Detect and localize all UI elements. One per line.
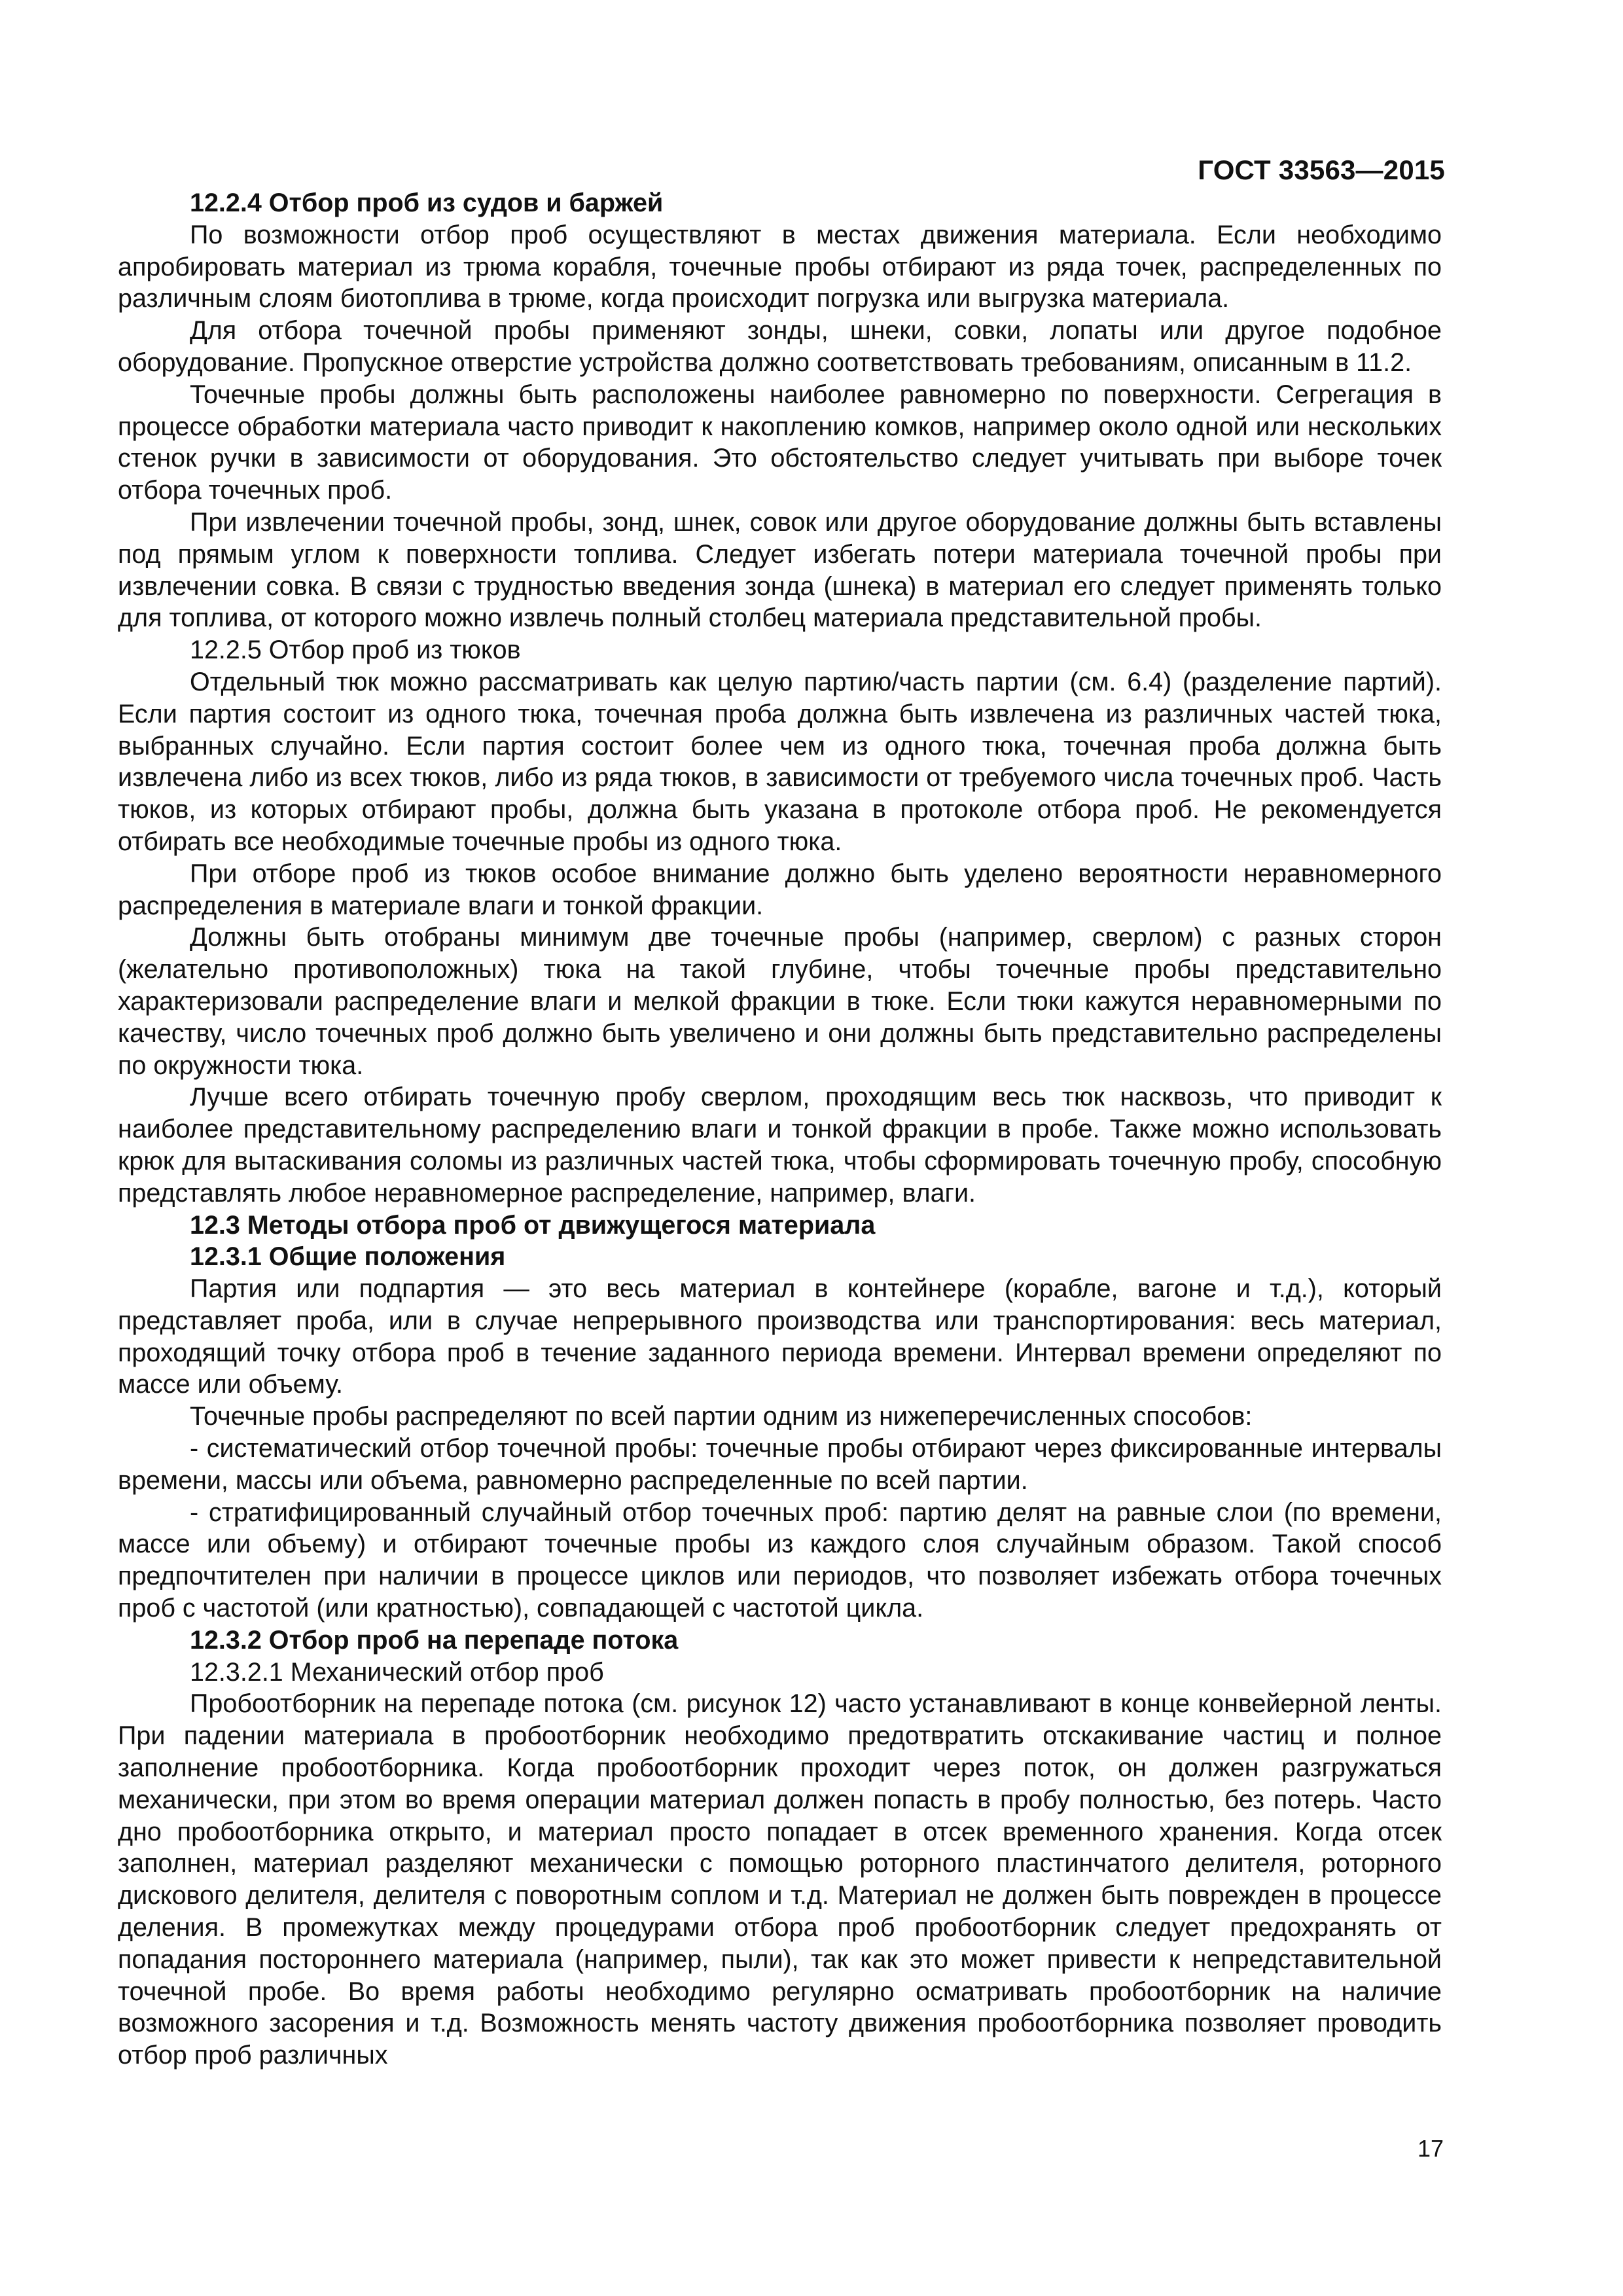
body-paragraph: 12.3.2.1 Механический отбор проб — [190, 1657, 604, 1687]
body-paragraph: Пробоотборник на перепаде потока (см. рисунок 12) часто устанавливают в конце конвейерной ленты. При падении материала в пробоотборник необходимо предотвратить отскакивание частиц и полное заполнение пробоотборника. Когда пробоотборник проходит через поток, он должен разгружаться механически, при этом во время операции материал должен попасть в пробу полностью, без потерь. Часто дно пробоотборника открыто, и материал просто попадает в отсек временного хранения. Когда отсек заполнен, материал разделяют механически с помощью роторного пластинчатого делителя, роторного дискового делителя, делителя с поворотным соплом и т.д. Материал не должен быть поврежден в процессе деления. В промежутках между процедурами отбора проб пробоотборник следует предохранять от попадания постороннего материала (например, пыли), так как это может привести к непредставительной точечной пробе. Во время работы необходимо регулярно осматривать пробоотборник на наличие возможного засорения и т.д. Возможность менять частоту движения пробоотборника позволяет проводить отбор проб различных — [118, 1689, 1442, 2070]
body-paragraph: При отборе проб из тюков особое внимание должно быть уделено вероятности неравномерного распределения в материале влаги и тонкой фракции. — [118, 859, 1442, 920]
body-paragraph: - стратифицированный случайный отбор точечных проб: партию делят на равные слои (по времени, массе или объему) и отбирают точечные пробы из каждого слоя случайным образом. Такой способ предпочтителен при наличии в процессе циклов или периодов, что позволяет избежать отбора точечных проб с частотой (или кратностью), совпадающей с частотой цикла. — [118, 1498, 1442, 1623]
body-paragraph: Должны быть отобраны минимум две точечные пробы (например, сверлом) с разных сторон (желательно противоположных) тюка на такой глубине, чтобы точечные пробы представительно характеризовали распределение влаги и мелкой фракции в тюке. Если тюки кажутся неравномерными по качеству, число точечных проб должно быть увеличено и они должны быть представительно распределены по окружности тюка. — [118, 923, 1442, 1080]
section-heading: 12.3.2 Отбор проб на перепаде потока — [190, 1625, 679, 1655]
section-heading: 12.3 Методы отбора проб от движущегося материала — [190, 1210, 876, 1240]
body-paragraph: Точечные пробы должны быть расположены наиболее равномерно по поверхности. Сегрегация в процессе обработки материала часто приводит к накоплению комков, например около одной или нескольких стенок ручки в зависимости от оборудования. Это обстоятельство следует учитывать при выборе точек отбора точечных проб. — [118, 380, 1442, 505]
body-paragraph: Лучше всего отбирать точечную пробу сверлом, проходящим весь тюк насквозь, что приводит к наиболее представительному распределению влаги и тонкой фракции в пробе. Также можно использовать крюк для вытаскивания соломы из различных частей тюка, чтобы сформировать точечную пробу, способную представлять любое неравномерное распределение, например, влаги. — [118, 1083, 1442, 1208]
body-paragraph: По возможности отбор проб осуществляют в местах движения материала. Если необходимо апробировать материал из трюма корабля, точечные пробы отбирают из ряда точек, распределенных по различным слоям биотоплива в трюме, когда происходит погрузка или выгрузка материала. — [118, 220, 1442, 314]
body-paragraph: Партия или подпартия — это весь материал в контейнере (корабле, вагоне и т.д.), который представляет проба, или в случае непрерывного производства или транспортирования: весь материал, проходящий точку отбора проб в течение заданного периода времени. Интервал времени определяют по массе или объему. — [118, 1274, 1442, 1399]
document-code-header: ГОСТ 33563—2015 — [1198, 154, 1445, 185]
body-paragraph: Отдельный тюк можно рассматривать как целую партию/часть партии (см. 6.4) (разделение партий). Если партия состоит из одного тюка, точечная проба должна быть извлечена из различных частей тюка, выбранных случайно. Если партия состоит более чем из одного тюка, точечная проба должна быть извлечена либо из всех тюков, либо из ряда тюков, в зависимости от требуемого числа точечных проб. Часть тюков, из которых отбирают пробы, должна быть указана в протоколе отбора проб. Не рекомендуется отбирать все необходимые точечные пробы из одного тюка. — [118, 667, 1442, 856]
body-paragraph: Точечные пробы распределяют по всей партии одним из нижеперечисленных способов: — [190, 1402, 1253, 1431]
section-heading: 12.2.4 Отбор проб из судов и баржей — [190, 188, 664, 217]
document-body — [118, 187, 1442, 2072]
section-heading: 12.3.1 Общие положения — [190, 1242, 506, 1272]
body-paragraph: Для отбора точечной пробы применяют зонды, шнеки, совки, лопаты или другое подобное оборудование. Пропускное отверстие устройства должно соответствовать требованиям, описанным в 11.2. — [118, 316, 1442, 377]
body-paragraph: - систематический отбор точечной пробы: точечные пробы отбирают через фиксированные интервалы времени, массы или объема, равномерно распределенные по всей партии. — [118, 1434, 1442, 1495]
body-paragraph: При извлечении точечной пробы, зонд, шнек, совок или другое оборудование должны быть вставлены под прямым углом к поверхности топлива. Следует избегать потери материала точечной пробы при извлечении совка. В связи с трудностью введения зонда (шнека) в материал его следует применять только для топлива, от которого можно извлечь полный столбец материала представительной пробы. — [118, 507, 1442, 633]
page-number: 17 — [1417, 2135, 1444, 2162]
body-paragraph: 12.2.5 Отбор проб из тюков — [190, 636, 521, 665]
